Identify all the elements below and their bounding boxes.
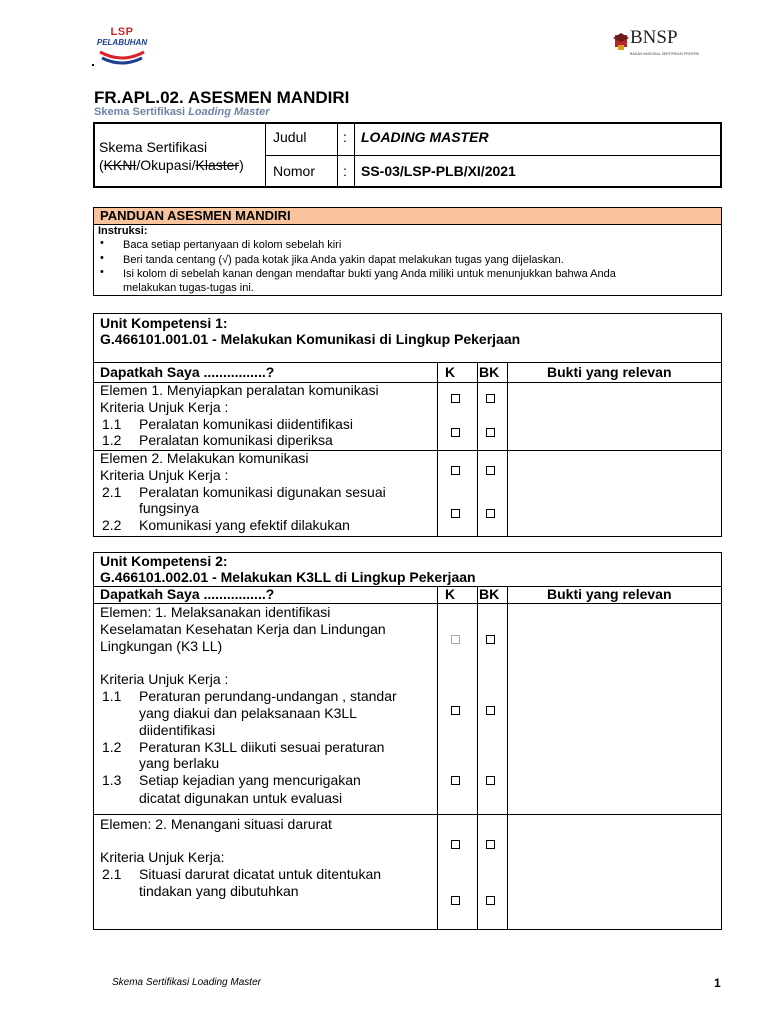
unit1-col-bk: BK: [479, 364, 500, 380]
unit1-heading-line1: Unit Kompetensi 1:: [100, 315, 228, 331]
criteria-number: 2.1: [102, 484, 122, 500]
bullet-icon: •: [100, 266, 104, 278]
criteria-number: 1.3: [102, 772, 122, 788]
unit2-elemen1-line2: Keselamatan Kesehatan Kerja dan Lindungan: [100, 621, 386, 637]
checkbox-bk[interactable]: [486, 466, 495, 475]
unit2-elemen2-kuk: Kriteria Unjuk Kerja:: [100, 849, 225, 865]
checkbox-k[interactable]: [451, 428, 460, 437]
instruction-item-continued: melakukan tugas-tugas ini.: [123, 282, 254, 294]
instruction-item: Isi kolom di sebelah kanan dengan mendaftar bukti yang Anda miliki untuk menunjukkan bahwa Anda: [123, 268, 616, 280]
unit2-elemen2-title: Elemen: 2. Menangani situasi darurat: [100, 816, 332, 832]
instruction-item: Baca setiap pertanyaan di kolom sebelah kiri: [123, 239, 342, 251]
page-title: FR.APL.02. ASESMEN MANDIRI: [94, 88, 350, 107]
subtitle-scheme-name: Loading Master: [188, 106, 270, 118]
instruction-item: Beri tanda centang (√) pada kotak jika Anda yakin dapat melakukan tugas yang dijelaskan.: [123, 254, 564, 266]
page-footer: Skema Sertifikasi Loading Master: [112, 977, 261, 988]
judul-value: LOADING MASTER: [361, 129, 489, 145]
lsp-logo-name-text: PELABUHAN: [96, 38, 148, 47]
criteria-number: 1.1: [102, 688, 122, 704]
checkbox-bk[interactable]: [486, 428, 495, 437]
checkbox-k[interactable]: [451, 706, 460, 715]
header-dot: [92, 64, 94, 66]
judul-label: Judul: [273, 129, 307, 145]
checkbox-bk[interactable]: [486, 706, 495, 715]
bullet-icon: •: [100, 237, 104, 249]
checkbox-k[interactable]: [451, 394, 460, 403]
subtitle-prefix: Skema Sertifikasi: [94, 106, 186, 118]
criteria-number: 1.1: [102, 416, 122, 432]
unit2-heading-line2: G.466101.002.01 - Melakukan K3LL di Lingkup Pekerjaan: [100, 569, 476, 585]
checkbox-bk[interactable]: [486, 635, 495, 644]
criteria-text-continued: tindakan yang dibutuhkan: [139, 883, 299, 899]
criteria-text: Situasi darurat dicatat untuk ditentukan: [139, 866, 382, 882]
nomor-value: SS-03/LSP-PLB/XI/2021: [361, 163, 516, 179]
checkbox-bk[interactable]: [486, 394, 495, 403]
criteria-text-continued: dicatat digunakan untuk evaluasi: [139, 790, 343, 806]
criteria-text-continued: diidentifikasi: [139, 722, 216, 738]
unit2-elemen1-line3: Lingkungan (K3 LL): [100, 638, 223, 654]
unit1-elemen2-kuk: Kriteria Unjuk Kerja :: [100, 467, 229, 483]
bullet-icon: •: [100, 252, 104, 264]
checkbox-k[interactable]: [451, 896, 460, 905]
nomor-label: Nomor: [273, 163, 316, 179]
unit2-heading-line1: Unit Kompetensi 2:: [100, 553, 228, 569]
unit2-col-k: K: [445, 586, 456, 602]
checkbox-bk[interactable]: [486, 840, 495, 849]
criteria-text: Peralatan komunikasi diidentifikasi: [139, 416, 353, 432]
garuda-icon: [612, 32, 630, 52]
bnsp-logo: [612, 27, 700, 66]
nomor-colon: :: [343, 163, 347, 179]
unit1-col-bukti: Bukti yang relevan: [547, 364, 672, 380]
scheme-label-line1: Skema Sertifikasi: [99, 139, 208, 155]
criteria-text: Setiap kejadian yang mencurigakan: [139, 772, 361, 788]
scheme-label-paren-close: ): [239, 157, 244, 173]
scheme-label-paren-open: (: [99, 157, 104, 173]
criteria-number: 2.1: [102, 866, 122, 882]
judul-colon: :: [343, 129, 347, 145]
criteria-number: 1.2: [102, 432, 122, 448]
criteria-text-continued: yang berlaku: [139, 755, 220, 771]
unit1-elemen1-kuk: Kriteria Unjuk Kerja :: [100, 399, 229, 415]
scheme-table: [93, 122, 722, 188]
lsp-pelabuhan-logo: [96, 26, 148, 72]
criteria-text-continued: yang diakui dan pelaksanaan K3LL: [139, 705, 357, 721]
unit1-col-question: Dapatkah Saya ................?: [100, 364, 275, 380]
bnsp-logo-subtext: BADAN NASIONAL SERTIFIKASI PROFESI: [630, 52, 700, 56]
criteria-text: Komunikasi yang efektif dilakukan: [139, 517, 350, 533]
unit2-elemen1-kuk: Kriteria Unjuk Kerja :: [100, 671, 229, 687]
unit2-col-question: Dapatkah Saya ................?: [100, 586, 275, 602]
panduan-box: [93, 207, 722, 296]
wave-icon: [96, 48, 148, 66]
criteria-text: Peralatan komunikasi diperiksa: [139, 432, 333, 448]
panduan-heading: PANDUAN ASESMEN MANDIRI: [94, 208, 721, 225]
scheme-label-klaster: Klaster: [195, 157, 240, 173]
criteria-text-continued: fungsinya: [139, 500, 199, 516]
page-number: 1: [714, 976, 721, 990]
unit-kompetensi-1-table: [93, 313, 722, 537]
checkbox-bk[interactable]: [486, 509, 495, 518]
criteria-text: Peraturan perundang-undangan , standar: [139, 688, 397, 704]
checkbox-k[interactable]: [451, 840, 460, 849]
scheme-label-line2: [99, 157, 244, 174]
criteria-number: 1.2: [102, 739, 122, 755]
unit1-elemen2-title: Elemen 2. Melakukan komunikasi: [100, 450, 309, 466]
scheme-label-kkni: KKNI: [103, 157, 137, 173]
unit1-heading-line2: G.466101.001.01 - Melakukan Komunikasi di Lingkup Pekerjaan: [100, 331, 521, 347]
unit2-col-bk: BK: [479, 586, 500, 602]
lsp-logo-top-text: LSP: [110, 26, 134, 38]
unit1-elemen1-title: Elemen 1. Menyiapkan peralatan komunikasi: [100, 382, 379, 398]
unit1-col-k: K: [445, 364, 456, 380]
criteria-text: Peralatan komunikasi digunakan sesuai: [139, 484, 386, 500]
unit-kompetensi-2-table: [93, 552, 722, 930]
checkbox-k[interactable]: [451, 509, 460, 518]
criteria-text: Peraturan K3LL diikuti sesuai peraturan: [139, 739, 385, 755]
checkbox-k[interactable]: [451, 466, 460, 475]
criteria-number: 2.2: [102, 517, 122, 533]
checkbox-k[interactable]: [451, 776, 460, 785]
unit2-elemen1-line1: Elemen: 1. Melaksanakan identifikasi: [100, 604, 331, 620]
instruksi-label: Instruksi:: [98, 225, 148, 237]
checkbox-bk[interactable]: [486, 896, 495, 905]
scheme-label-middle: /Okupasi/: [136, 157, 196, 173]
checkbox-bk[interactable]: [486, 776, 495, 785]
unit2-col-bukti: Bukti yang relevan: [547, 586, 672, 602]
bnsp-logo-text: BNSP: [630, 27, 678, 48]
checkbox-k[interactable]: [451, 635, 460, 644]
page-subtitle: [94, 106, 269, 118]
